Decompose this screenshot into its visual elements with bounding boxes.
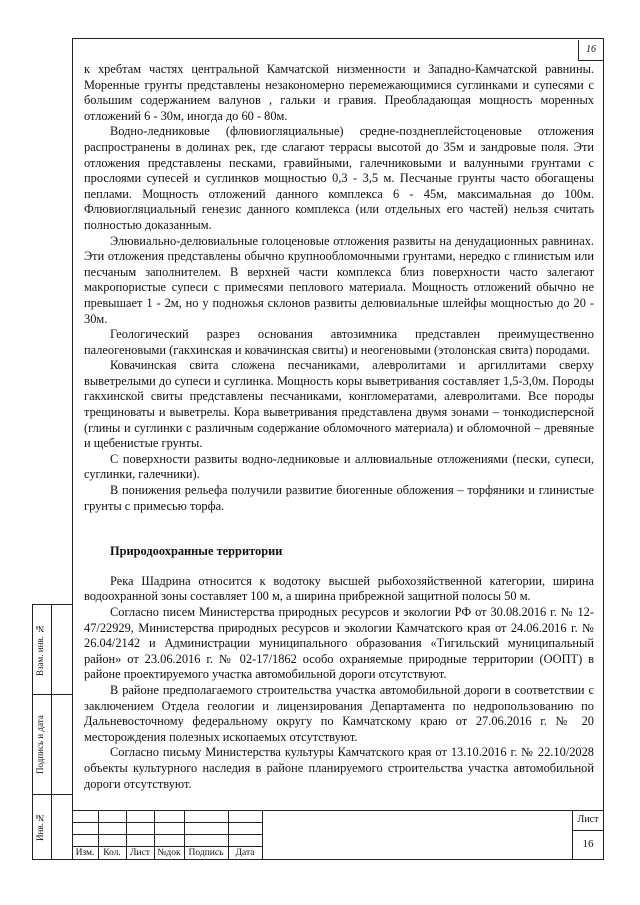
side-stamp-row-podpis (33, 695, 73, 795)
title-block-divider (262, 810, 263, 860)
col-list: Лист (130, 848, 150, 858)
sheet-number: 16 (582, 838, 594, 850)
title-block-line (72, 834, 262, 835)
col-ndok: №док (157, 848, 181, 858)
side-stamp (32, 604, 72, 860)
paragraph-5: Ковачинская свита сложена песчаниками, алевролитами и аргиллитами сверху выветрелыми до супеси и суглинка. Мощность коры выветривания составляет 1,5-3,0м. Породы гакхинской свиты представлены песчаниками, конгломератами, алевролитами. Все породы трещиноваты и выветрелы. Кора выветривания представлена двумя зонами – тонкодисперсной (глины и суглинки с различным содержание обломочного материала) и обломочной – древяные и щебенистые грунты. (84, 358, 594, 451)
paragraph-4: Геологический разрез основания автозимника представлен преимущественно палеогеновыми (гакхинская и ковачинская свиты) и неогеновыми (этолонская свита) породами. (84, 327, 594, 357)
sheet-label: Лист (577, 814, 599, 825)
paragraph-7: В понижения рельефа получили развитие биогенные обложения – торфяники и глинистые грунты с примесью торфа. (84, 483, 594, 513)
section-heading: Природоохранные территории (110, 544, 283, 559)
title-block-top-line (72, 810, 604, 811)
side-label-podpis: Подпись и дата (35, 715, 45, 775)
paragraph-9: Согласно писем Министерства природных ресурсов и экологии РФ от 30.08.2016 г. № 12-47/22929, Министерства природных ресурсов и экологии Камчатского края от 24.06.2016 г. № 26.04/2142 и Администрации муниципального образования «Тигильский муниципальный район» от 23.06.2016 г. № 02-17/1862 особо охраняемые природные территории (ООПТ) в районе проектируемого участка автомобильной дороги отсутствуют. (84, 605, 594, 682)
paragraph-11: Согласно письму Министерства культуры Камчатского края от 13.10.2016 г. № 22.10/2028 объекты культурного наследия в районе планируемого строительства участка автомобильной дороги отсутствуют. (84, 745, 594, 791)
col-izm: Изм. (75, 848, 95, 858)
paragraph-1: к хребтам частях центральной Камчатской низменности и Западно-Камчатской равнины. Моренные грунты представлены незакономерно перемежающимися суглинками и супесями с большим содержанием валунов , гальки и гравия. Преобладающая мощность моренных отложений 6 - 30м, иногда до 60 - 80м. (84, 62, 594, 123)
col-podpis: Подпись (188, 848, 224, 858)
side-label-inv: Инв.№ (35, 813, 45, 841)
document-body (84, 62, 594, 792)
paragraph-2: Водно-ледниковые (флювиогляциальные) средне-позднеплейстоценовые отложения распространены в долинах рек, где слагают террасы высотой до 35м и зандровые поля. Эти отложения представлены песками, гравийными, галечниковыми и валунными грунтами с прослоями супесей и суглинков мощностью 0,3 - 3,5 м. Песчаные грунты часто обогащены пеплами. Мощность отложений данного комплекса 6 - 45м, максимальная до 100м. Флювиогляциальный генезис данного комплекса (или отдельных его частей) нельзя считать полностью доказанным. (84, 124, 594, 232)
title-block (72, 810, 604, 860)
col-kol: Кол. (103, 848, 121, 858)
col-data: Дата (235, 848, 255, 858)
title-block-line (72, 822, 262, 823)
paragraph-6: С поверхности развиты водно-ледниковые и аллювиальные отложениями (пески, супеси, суглинки, галечники). (84, 451, 594, 482)
title-block-line (72, 846, 262, 847)
side-stamp-row-vzam (33, 605, 73, 695)
paragraph-3: Элювиально-делювиальные голоценовые отложения развиты на денудационных равнинах. Эти отложения представлены обычно крупнообломочными грунтами, нередко с глинистым или песчаным заполнителем. В верхней части комплекса близ поверхности часто залегают макропористые супеси с примесями пеплового материала. Мощность отложений обычно не превышает 1 - 2м, но у подножья склонов развиты делювиальные шлейфы мощностью до 20 - 30м. (84, 233, 594, 326)
title-block-line (572, 830, 604, 831)
paragraph-8: Река Шадрина относится к водотоку высшей рыбохозяйственной категории, ширина водоохранной зоны составляет 100 м, а ширина прибрежной защитной полосы 50 м. (84, 573, 594, 604)
page-mark: 16 (578, 40, 603, 61)
side-label-vzam: Взам. инв. № (35, 623, 45, 677)
paragraph-10: В районе предполагаемого строительства участка автомобильной дороги в соответствии с заключением Отдела геологии и лицензирования Департамента по недропользованию по Дальневосточному федеральному округу по Камчатскому краю от 27.06.2016 г. № 20 месторождения полезных ископаемых отсутствуют. (84, 682, 594, 744)
side-stamp-row-inv (33, 795, 73, 859)
